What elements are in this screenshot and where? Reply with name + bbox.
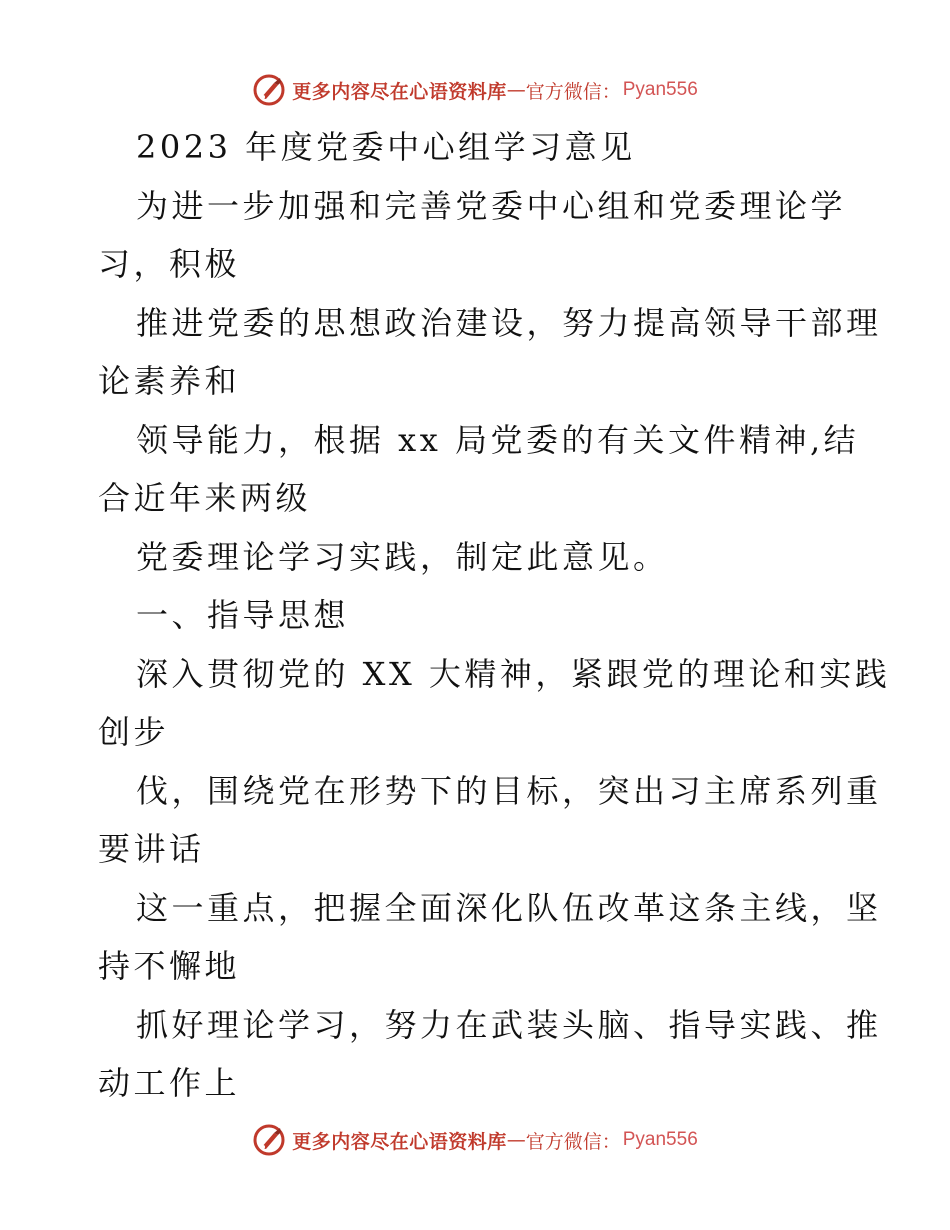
paragraph-line: 合近年来两级 — [98, 479, 312, 517]
paragraph-line: 习，积极 — [98, 245, 241, 283]
watermark-label: 官方微信： — [525, 80, 621, 103]
watermark-brand: 更多内容尽在心语资料库 — [292, 1130, 507, 1153]
paragraph-line: 为进一步加强和完善党委中心组和党委理论学 — [136, 186, 847, 225]
paragraph-line: 推进党委的思想政治建设，努力提高领导干部理 — [136, 303, 882, 342]
footer-watermark — [0, 1120, 950, 1160]
paragraph-line: 深入贯彻党的 XX 大精神，紧跟党的理论和实践 — [136, 654, 891, 693]
paragraph-line: 伐，围绕党在形势下的目标，突出习主席系列重 — [136, 771, 882, 810]
watermark-label: 官方微信： — [525, 1130, 621, 1153]
quill-pen-logo-icon — [252, 73, 286, 107]
paragraph-line: 创步 — [98, 713, 170, 751]
document-body — [98, 118, 891, 1113]
watermark-wechat-id: Pyan556 — [622, 79, 698, 100]
header-watermark — [0, 70, 950, 110]
paragraph-line: 论素养和 — [98, 362, 241, 400]
paragraph-line: 领导能力，根据 xx 局党委的有关文件精神,结 — [136, 420, 860, 459]
paragraph-line: 抓好理论学习，努力在武装头脑、指导实践、推 — [136, 1005, 882, 1044]
quill-pen-logo-icon — [252, 1123, 286, 1157]
section-heading: 一、指导思想 — [136, 596, 350, 634]
paragraph-line: 持不懈地 — [98, 947, 241, 985]
document-title: 2023 年度党委中心组学习意见 — [136, 128, 636, 166]
paragraph-line: 党委理论学习实践，制定此意见。 — [136, 537, 669, 576]
paragraph-line: 动工作上 — [98, 1064, 241, 1102]
watermark-separator: — — [506, 1129, 526, 1151]
paragraph-line: 要讲话 — [98, 830, 205, 868]
paragraph-line: 这一重点，把握全面深化队伍改革这条主线，坚 — [136, 888, 882, 927]
watermark-wechat-id: Pyan556 — [622, 1129, 698, 1150]
watermark-brand: 更多内容尽在心语资料库 — [292, 80, 507, 103]
watermark-separator: — — [506, 79, 526, 101]
